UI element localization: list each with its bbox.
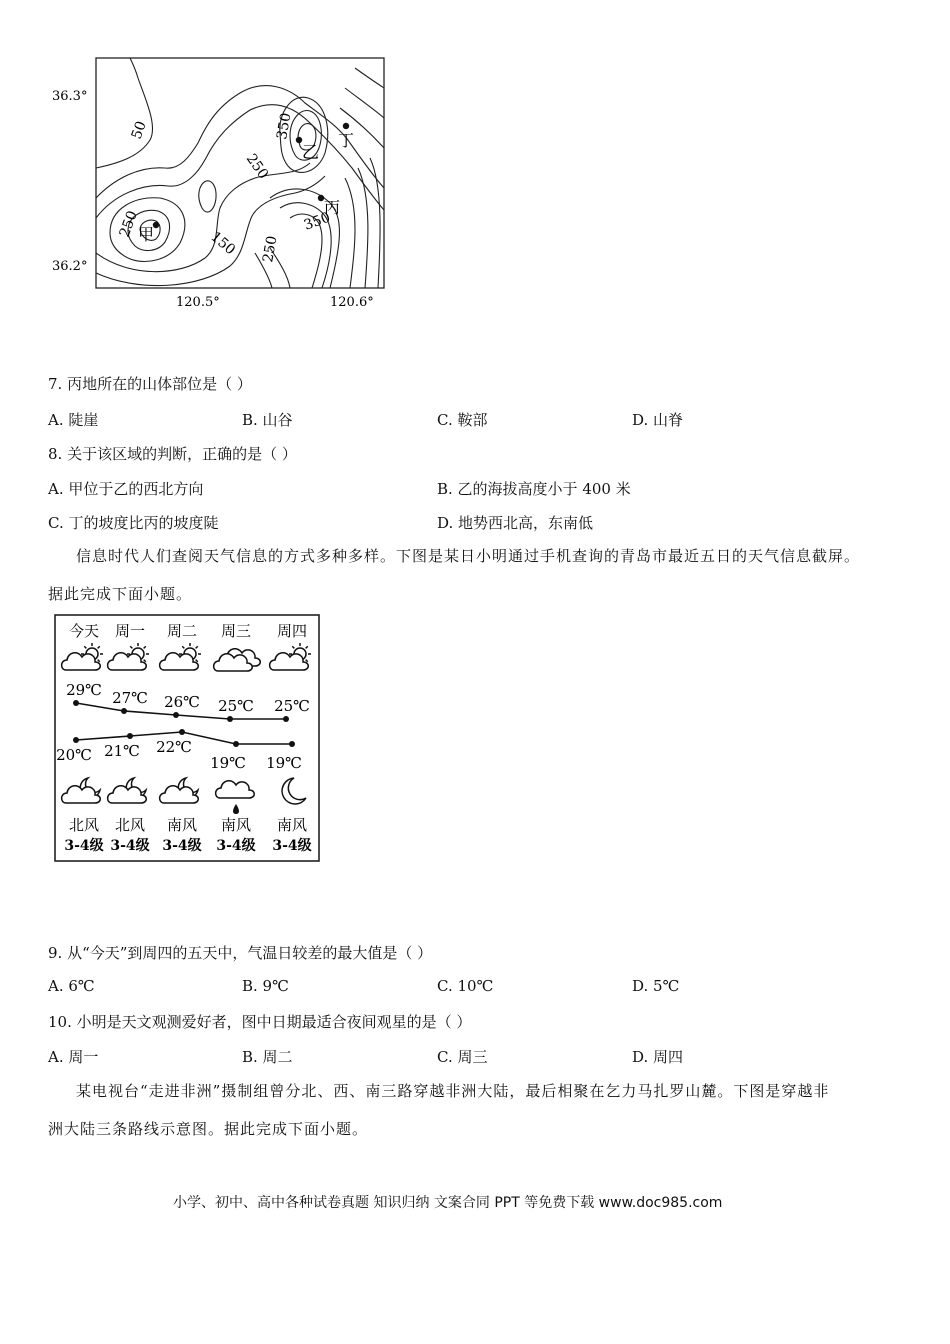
weather-day-label: 今天: [68, 622, 100, 640]
partly-sunny-icon: [160, 653, 199, 670]
point-label-bing: 丙: [324, 198, 341, 217]
low-temp-label: 21℃: [104, 742, 140, 760]
contour-label: 250: [260, 234, 281, 264]
q10-option-a[interactable]: A. 周一: [48, 1048, 99, 1066]
sun-ray: [196, 660, 198, 662]
point-ding-marker: [343, 123, 349, 129]
sun-ray: [98, 660, 100, 662]
wind-direction-label: 北风: [114, 816, 146, 834]
low-temp-point: [179, 729, 185, 735]
q10-option-c[interactable]: C. 周三: [437, 1048, 488, 1066]
high-temp-label: 27℃: [112, 689, 148, 707]
wind-level-label: 3-4级: [216, 838, 256, 854]
weather-intro-line-2: 据此完成下面小题。: [48, 585, 193, 603]
q9-option-b[interactable]: B. 9℃: [242, 977, 289, 995]
footer-text[interactable]: 小学、初中、高中各种试卷真题 知识归纳 文案合同 PPT 等免费下载 www.doc985.com: [173, 1195, 723, 1211]
sun-ray: [84, 646, 86, 648]
q7-option-b[interactable]: B. 山谷: [242, 411, 293, 429]
wind-level-label: 3-4级: [162, 838, 202, 854]
weather-day-label: 周三: [220, 622, 252, 640]
contour-map: [40, 48, 400, 318]
low-temp-label: 19℃: [210, 754, 246, 772]
high-temp-point: [283, 716, 289, 722]
lat-label-363: 36.3°: [52, 89, 88, 104]
point-label-jia: 甲: [138, 225, 155, 244]
wind-level-label: 3-4级: [110, 838, 150, 854]
moon-cloud-icon: [108, 786, 147, 803]
contour-label: 250: [242, 151, 272, 183]
high-temp-point: [227, 716, 233, 722]
moon-cloud-icon: [62, 786, 101, 803]
partly-sunny-icon: [62, 653, 101, 670]
high-temp-label: 25℃: [274, 697, 310, 715]
high-temp-label: 29℃: [66, 681, 102, 699]
sun-ray: [292, 646, 294, 648]
contour-label: 350: [301, 209, 333, 234]
weather-forecast-figure: [54, 614, 322, 864]
moon-cloud-icon: [160, 786, 199, 803]
high-temp-point: [173, 712, 179, 718]
low-temp-point: [73, 737, 79, 743]
sun-ray: [182, 646, 184, 648]
low-temp-label: 22℃: [156, 738, 192, 756]
q8-option-a[interactable]: A. 甲位于乙的西北方向: [48, 480, 204, 498]
wind-level-label: 3-4级: [64, 838, 104, 854]
q9-option-c[interactable]: C. 10℃: [437, 977, 494, 995]
wind-direction-label: 南风: [276, 816, 308, 834]
weather-day-label: 周一: [114, 622, 146, 640]
high-temp-label: 26℃: [164, 693, 200, 711]
question-7-stem: 7. 丙地所在的山体部位是（ ）: [48, 375, 252, 393]
point-label-ding: 丁: [338, 131, 355, 150]
sun-ray: [98, 646, 100, 648]
low-temp-label: 20℃: [56, 746, 92, 764]
low-temp-point: [289, 741, 295, 747]
africa-intro-line-2: 洲大陆三条路线示意图。据此完成下面小题。: [48, 1120, 369, 1138]
wind-direction-label: 北风: [68, 816, 100, 834]
weather-intro-line-1: 信息时代人们查阅天气信息的方式多种多样。下图是某日小明通过手机查询的青岛市最近五日的天气信息截屏。: [76, 547, 861, 565]
q8-option-b[interactable]: B. 乙的海拔高度小于 400 米: [437, 480, 631, 498]
contour-label: 250: [116, 208, 141, 240]
q10-option-b[interactable]: B. 周二: [242, 1048, 293, 1066]
question-8-stem: 8. 关于该区域的判断，正确的是（ ）: [48, 445, 297, 463]
q7-option-c[interactable]: C. 鞍部: [437, 411, 488, 429]
lon-label-1205: 120.5°: [176, 295, 220, 310]
q10-option-d[interactable]: D. 周四: [632, 1048, 684, 1066]
low-temp-label: 19℃: [266, 754, 302, 772]
sun-ray: [144, 660, 146, 662]
moon-icon: [282, 778, 306, 804]
wind-direction-label: 南风: [220, 816, 252, 834]
high-temp-label: 25℃: [218, 697, 254, 715]
lat-label-362: 36.2°: [52, 259, 88, 274]
question-9-stem: 9. 从“今天”到周四的五天中，气温日较差的最大值是（ ）: [48, 944, 433, 962]
weather-day-label: 周四: [276, 622, 308, 640]
sun-ray: [306, 646, 308, 648]
q8-option-c[interactable]: C. 丁的坡度比丙的坡度陡: [48, 514, 219, 532]
africa-intro-line-1: 某电视台“走进非洲”摄制组曾分北、西、南三路穿越非洲大陆，最后相聚在乞力马扎罗山麓。下图是穿越非: [76, 1082, 830, 1100]
q8-option-d[interactable]: D. 地势西北高，东南低: [437, 514, 594, 532]
question-10-stem: 10. 小明是天文观测爱好者，图中日期最适合夜间观星的是（ ）: [48, 1013, 472, 1031]
q9-option-a[interactable]: A. 6℃: [48, 977, 95, 995]
q9-option-d[interactable]: D. 5℃: [632, 977, 680, 995]
partly-sunny-icon: [270, 653, 309, 670]
point-label-yi: 乙: [302, 143, 319, 163]
sun-ray: [144, 646, 146, 648]
weather-day-label: 周二: [166, 622, 198, 640]
wind-level-label: 3-4级: [272, 838, 312, 854]
contour-label: 150: [207, 228, 239, 259]
lon-label-1206: 120.6°: [330, 295, 374, 310]
wind-direction-label: 南风: [166, 816, 198, 834]
q7-option-a[interactable]: A. 陡崖: [48, 411, 99, 429]
partly-sunny-icon: [108, 653, 147, 670]
high-temp-point: [121, 708, 127, 714]
low-temp-point: [127, 733, 133, 739]
rain-cloud-icon: [216, 781, 255, 798]
contour-label: 350: [274, 111, 295, 141]
sun-ray: [130, 646, 132, 648]
sun-ray: [196, 646, 198, 648]
q7-option-d[interactable]: D. 山脊: [632, 411, 684, 429]
contour-label: 50: [128, 119, 150, 142]
sun-ray: [306, 660, 308, 662]
high-temp-point: [73, 700, 79, 706]
rain-drop: [233, 804, 239, 814]
low-temp-point: [233, 741, 239, 747]
